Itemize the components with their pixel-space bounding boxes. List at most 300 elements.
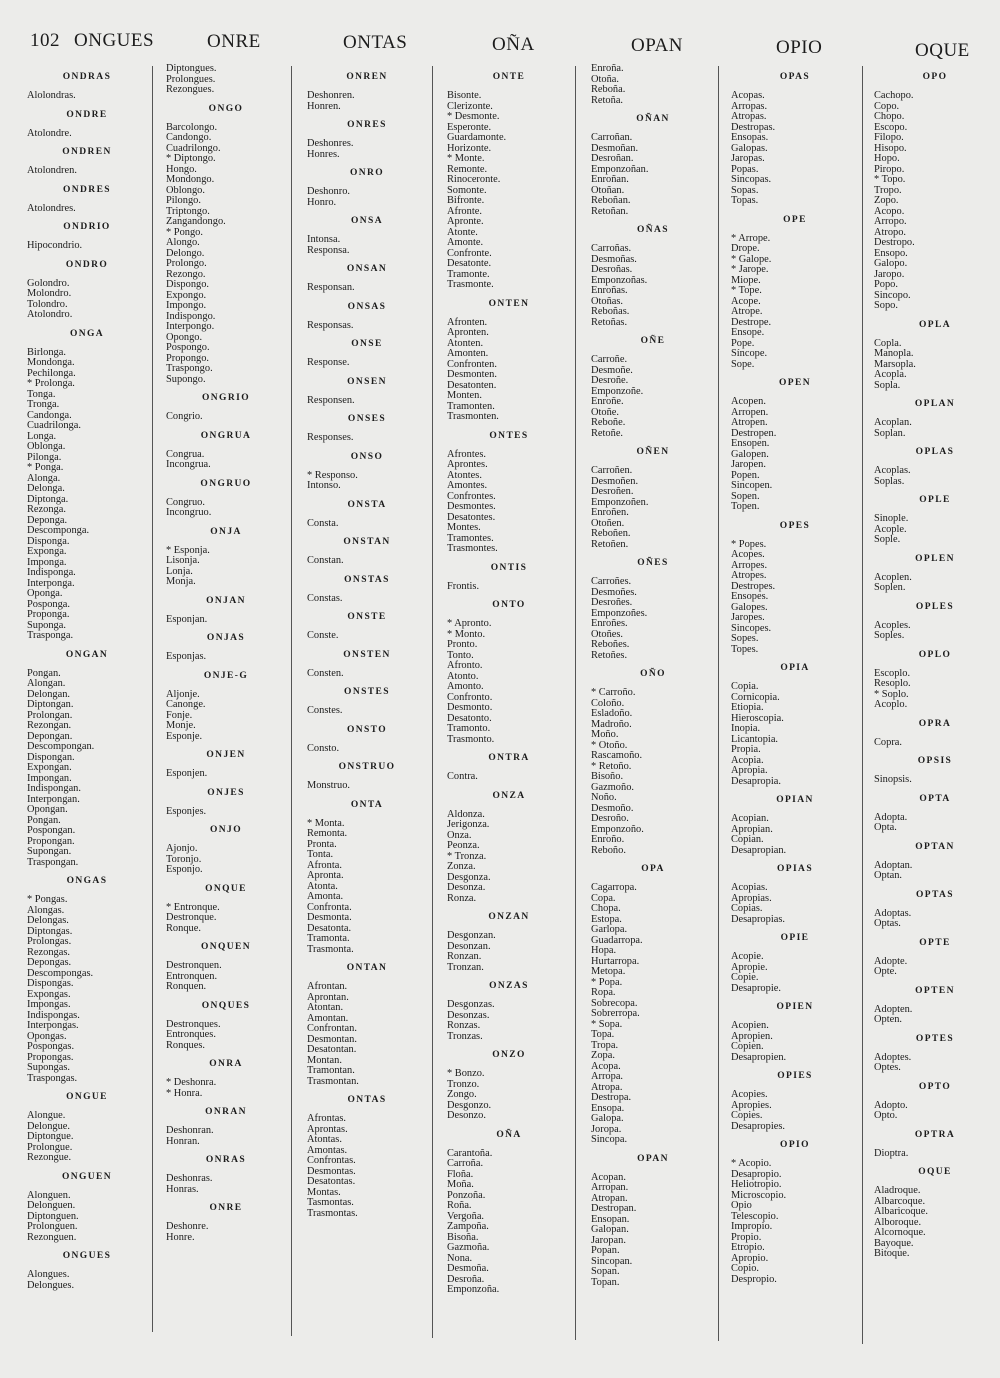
word-entry: Tonto. <box>447 649 474 661</box>
word-entry: Retoñes. <box>591 649 628 661</box>
word-entry: Rezonga. <box>27 504 66 515</box>
word-entry: Soples. <box>874 630 905 641</box>
word-entry: Albaricoque. <box>874 1206 928 1217</box>
word-entry: Honro. <box>307 196 337 208</box>
word-entry: Carroñas. <box>591 243 632 254</box>
word-entry: Moño. <box>591 729 619 740</box>
rhyme-section <box>166 64 286 96</box>
word-entry: Sopes. <box>731 633 759 644</box>
word-entry: Acopian. <box>731 813 769 824</box>
section-heading: OPLA <box>919 319 951 330</box>
word-entry: Soplas. <box>874 475 905 487</box>
word-entry: * Esponja. <box>166 544 210 556</box>
word-entry: Destronque. <box>166 912 217 923</box>
word-entry: Confronta. <box>307 901 352 913</box>
word-entry: Popas. <box>731 163 759 175</box>
word-entry: Arropa. <box>591 1071 624 1082</box>
word-entry: Descompongas. <box>27 967 94 979</box>
word-entry: Deshonro. <box>307 186 350 197</box>
word-entry: Aprontan. <box>307 991 349 1003</box>
word-entry: Microscopio. <box>731 1189 787 1201</box>
word-entry: Acopies. <box>731 1089 768 1100</box>
word-entry: Atropas. <box>731 111 767 122</box>
word-entry: * Popa. <box>591 976 623 988</box>
word-entry: Propongan. <box>27 835 75 847</box>
word-entry: Ensopes. <box>731 591 769 602</box>
word-entry: Desroñas. <box>591 264 633 275</box>
word-entry: Deshonren. <box>307 90 355 101</box>
rhyme-section <box>447 753 571 783</box>
word-entry: Aldonza. <box>447 808 485 820</box>
word-entry: Sincopo. <box>874 289 911 301</box>
word-entry: Copian. <box>731 834 764 845</box>
word-entry: Pospongan. <box>27 825 76 836</box>
word-entry: Alongo. <box>166 237 200 248</box>
section-heading: ONGUES <box>62 1251 112 1261</box>
rhyme-section <box>731 1002 859 1063</box>
word-entry: Telescopio. <box>731 1210 779 1222</box>
word-entry: Montes. <box>447 522 481 533</box>
section-heading: ONTO <box>492 600 526 610</box>
word-entry: Tramontes. <box>447 532 494 544</box>
rhyme-section <box>874 495 996 546</box>
rhyme-section <box>591 114 715 217</box>
section-heading: ONGA <box>69 328 105 339</box>
word-entry: Galopen. <box>731 448 769 460</box>
word-entry: Licantopia. <box>731 733 779 745</box>
word-entry: Arropan. <box>591 1182 629 1193</box>
word-entry: Alcornoque. <box>874 1227 926 1238</box>
rhyme-section <box>731 215 859 371</box>
word-entry: Dispongas. <box>27 978 74 989</box>
word-entry: Aljonje. <box>166 688 200 700</box>
word-entry: Ensopa. <box>591 1102 625 1114</box>
word-entry: Tonga. <box>27 388 56 400</box>
word-entry: Retoñe. <box>591 427 624 439</box>
rhyme-section <box>447 563 571 593</box>
word-entry: Posponga. <box>27 598 71 610</box>
word-entry: Alongas. <box>27 904 65 916</box>
word-entry: Alongan. <box>27 678 66 689</box>
word-entry: Otoñan. <box>591 184 625 196</box>
word-entry: Enroñan. <box>591 174 629 185</box>
word-entry: Ropa. <box>591 987 616 998</box>
word-entry: Alongue. <box>27 1110 66 1121</box>
word-entry: Atropan. <box>591 1192 628 1204</box>
word-entry: Desmoñan. <box>591 142 639 154</box>
word-entry: Pope. <box>731 337 755 349</box>
section-heading: ONDRO <box>65 259 109 270</box>
rhyme-section <box>307 575 427 605</box>
word-entry: Acoplas. <box>874 465 911 476</box>
word-entry: * Deshonra. <box>166 1077 217 1088</box>
word-entry: Otoñes. <box>591 628 624 640</box>
section-heading: OÑAN <box>636 114 670 124</box>
word-entry: Atontes. <box>447 469 482 481</box>
word-entry: * Apronto. <box>447 618 492 629</box>
rhyme-section <box>591 64 715 106</box>
word-entry: Emponzoñes. <box>591 607 648 619</box>
rhyme-section <box>307 650 427 680</box>
running-head-4: OÑA <box>492 34 535 55</box>
word-entry: Ensopan. <box>591 1213 630 1225</box>
word-entry: Traspongo. <box>166 363 213 374</box>
section-heading: OÑE <box>640 336 666 346</box>
section-heading: OPIES <box>777 1071 813 1081</box>
word-entry: Propongas. <box>27 1051 74 1063</box>
word-entry: Optas. <box>874 918 901 929</box>
word-entry: Desapropien. <box>731 1051 787 1063</box>
word-entry: Destropas. <box>731 121 776 133</box>
rhyme-section <box>166 750 286 780</box>
word-entry: Trasmonten. <box>447 411 499 422</box>
word-entry: Topa. <box>591 1029 615 1040</box>
word-entry: Arropo. <box>874 216 907 227</box>
word-entry: Montan. <box>307 1054 342 1066</box>
section-heading: OPTES <box>915 1033 955 1044</box>
word-entry: Atontas. <box>307 1134 342 1145</box>
word-entry: Congrua. <box>166 448 205 460</box>
word-entry: Desatontas. <box>307 1176 356 1187</box>
word-entry: Prolongue. <box>27 1141 73 1153</box>
word-entry: Responsan. <box>307 282 355 293</box>
rhyme-section <box>166 527 286 588</box>
word-entry: Atolondres. <box>27 202 76 214</box>
word-entry: Tronzan. <box>447 961 484 973</box>
word-entry: Candongo. <box>166 132 212 143</box>
word-entry: Hongo. <box>166 163 197 175</box>
word-entry: Monten. <box>447 390 482 401</box>
word-entry: Desmoño. <box>591 802 634 814</box>
word-entry: Oponga. <box>27 588 63 599</box>
section-heading: ONDRES <box>63 184 111 195</box>
word-entry: Afrontas. <box>307 1113 346 1124</box>
word-entry: Tramonten. <box>447 400 495 412</box>
word-entry: Optes. <box>874 1062 901 1073</box>
word-entry: Atropa. <box>591 1081 623 1093</box>
word-entry: Delongues. <box>27 1279 75 1291</box>
word-entry: Descompongan. <box>27 741 95 752</box>
word-entry: Reboñan. <box>591 195 631 206</box>
column-4 <box>447 64 571 1296</box>
word-entry: Esponjas. <box>166 651 207 662</box>
word-entry: Deshonres. <box>307 138 354 149</box>
rhyme-section <box>447 791 571 905</box>
section-heading: ONSES <box>347 414 387 424</box>
word-entry: Desroño. <box>591 813 629 824</box>
word-entry: * Entronque. <box>166 901 220 913</box>
word-entry: Tramonte. <box>447 268 490 280</box>
section-heading: ONGAS <box>66 876 108 886</box>
word-entry: Jaropen. <box>731 459 766 470</box>
word-entry: Deshonre. <box>166 1221 209 1232</box>
section-heading: ONGUEN <box>61 1171 113 1182</box>
word-entry: Cachopo. <box>874 90 914 101</box>
word-entry: Desonzo. <box>447 1110 486 1121</box>
section-heading: ONTAN <box>346 963 388 973</box>
word-entry: Trasmonta. <box>307 943 354 955</box>
section-heading: ONZAS <box>489 981 529 991</box>
word-entry: Rascamoño. <box>591 750 643 761</box>
rhyme-section <box>874 399 996 439</box>
word-entry: * Retoño. <box>591 760 632 772</box>
word-entry: Afrontan. <box>307 981 348 992</box>
word-entry: Hieroscopia. <box>731 712 784 724</box>
section-heading: ONTRA <box>488 753 530 763</box>
rhyme-section <box>307 414 427 444</box>
word-entry: Zonza. <box>447 861 476 872</box>
word-entry: Desapropio. <box>731 1168 782 1180</box>
word-entry: Zangandongo. <box>166 216 226 227</box>
word-entry: Delongas. <box>27 915 69 926</box>
section-heading: ONGRUO <box>200 478 252 489</box>
rhyme-section <box>874 554 996 594</box>
word-entry: Acople. <box>874 523 907 535</box>
word-entry: Acope. <box>731 295 761 307</box>
word-entry: Popan. <box>591 1245 620 1256</box>
word-entry: Optan. <box>874 870 902 881</box>
word-entry: Desroñes. <box>591 597 633 608</box>
word-entry: Desonzan. <box>447 940 491 952</box>
word-entry: Responsas. <box>307 319 354 331</box>
rhyme-section <box>874 938 996 978</box>
column-rule <box>152 66 153 1332</box>
word-entry: Albarcoque. <box>874 1195 926 1207</box>
word-entry: Desgonzan. <box>447 930 496 941</box>
word-entry: Etropio. <box>731 1242 765 1253</box>
section-heading: ONSTRUO <box>338 762 396 772</box>
word-entry: Mondonga. <box>27 357 75 368</box>
word-entry: Confronten. <box>447 358 497 370</box>
word-entry: Honre. <box>166 1231 195 1243</box>
word-entry: Birlonga. <box>27 346 66 358</box>
section-heading: OPIO <box>780 1140 810 1150</box>
word-entry: Deshonras. <box>166 1173 213 1184</box>
word-entry: Trasmontes. <box>447 543 498 554</box>
word-entry: Adopta. <box>874 811 908 823</box>
word-entry: Propio. <box>731 1231 762 1243</box>
word-entry: Sople. <box>874 534 901 545</box>
word-entry: Response. <box>307 357 350 368</box>
word-entry: Descomponga. <box>27 525 90 536</box>
word-entry: Emponzoño. <box>591 823 644 835</box>
word-entry: Desmontan. <box>307 1033 357 1045</box>
word-entry: Lonja. <box>166 565 193 577</box>
word-entry: Opto. <box>874 1110 898 1121</box>
word-entry: Sopan. <box>591 1266 620 1277</box>
section-heading: OPTA <box>919 793 951 804</box>
section-heading: ONDRIO <box>63 222 111 232</box>
word-entry: Adoptas. <box>874 907 912 919</box>
section-heading: ONJAS <box>206 633 246 643</box>
word-entry: Entronquen. <box>166 970 218 982</box>
word-entry: * Tope. <box>731 285 762 296</box>
word-entry: * Otoño. <box>591 739 628 751</box>
rhyme-section <box>166 1001 286 1052</box>
word-entry: Atontan. <box>307 1002 344 1013</box>
word-entry: Supongas. <box>27 1062 71 1073</box>
word-entry: Aprontas. <box>307 1123 348 1135</box>
rhyme-section <box>27 1092 147 1164</box>
word-entry: Amontan. <box>307 1012 349 1024</box>
section-heading: ONSTAN <box>343 537 391 547</box>
rhyme-section <box>731 933 859 994</box>
word-entry: Acopias. <box>731 882 768 893</box>
word-entry: Alolondras. <box>27 90 76 101</box>
section-heading: ONSO <box>350 451 384 462</box>
section-heading: OPSIS <box>917 756 953 766</box>
word-entry: Ensopo. <box>874 247 908 259</box>
word-entry: Desatonte. <box>447 258 492 269</box>
running-head-5: OPAN <box>631 35 683 56</box>
word-entry: Alboroque. <box>874 1216 922 1228</box>
word-entry: Rezongan. <box>27 720 72 731</box>
word-entry: Popen. <box>731 469 760 481</box>
section-heading: ONQUES <box>201 1000 251 1011</box>
word-entry: Nona. <box>447 1252 473 1264</box>
word-entry: Esponjen. <box>166 768 208 779</box>
rhyme-section <box>27 72 147 102</box>
rhyme-section <box>874 1130 996 1160</box>
word-entry: Destropen. <box>731 427 777 439</box>
word-entry: Hisopo. <box>874 142 907 154</box>
word-entry: * Bonzo. <box>447 1068 485 1079</box>
word-entry: Dioptra. <box>874 1147 909 1159</box>
word-entry: Trasmonto. <box>447 733 495 745</box>
word-entry: Amontes. <box>447 480 488 491</box>
word-entry: Desroñen. <box>591 486 634 497</box>
word-entry: Galopas. <box>731 142 768 154</box>
word-entry: Desmonten. <box>447 369 497 380</box>
rhyme-section <box>27 329 147 642</box>
word-entry: Delonga. <box>27 483 65 494</box>
word-entry: Atonta. <box>307 880 338 892</box>
section-heading: ONDRAS <box>62 72 112 82</box>
rhyme-section <box>307 216 427 256</box>
word-entry: Arropes. <box>731 559 768 571</box>
word-entry: Destropo. <box>874 237 915 248</box>
word-entry: Síncope. <box>731 348 768 359</box>
word-entry: Desonzas. <box>447 1009 490 1021</box>
word-entry: Apropien. <box>731 1030 773 1042</box>
word-entry: Reboñas. <box>591 306 630 317</box>
section-heading: OPTRA <box>914 1129 956 1140</box>
word-entry: Delongan. <box>27 688 70 700</box>
word-entry: Constas. <box>307 592 343 604</box>
word-entry: Suponga. <box>27 619 66 631</box>
word-entry: Ronquen. <box>166 981 207 992</box>
word-entry: Honren. <box>307 100 341 112</box>
rhyme-section <box>307 612 427 642</box>
word-entry: Desmonto. <box>447 702 493 713</box>
word-entry: Atolondren. <box>27 165 77 176</box>
section-heading: ONRO <box>349 168 385 178</box>
section-heading: ONJE-G <box>203 670 249 681</box>
word-entry: Guardamonte. <box>447 132 507 143</box>
column-6 <box>731 64 859 1285</box>
word-entry: * Sopa. <box>591 1018 623 1030</box>
word-entry: Congruo. <box>166 496 205 508</box>
word-entry: Onza. <box>447 829 472 841</box>
word-entry: Dispongan. <box>27 751 75 763</box>
section-heading: ONTA <box>350 799 384 810</box>
word-entry: Retoña. <box>591 94 624 106</box>
word-entry: * Monto. <box>447 628 486 640</box>
word-entry: Tolondro. <box>27 298 68 310</box>
word-entry: Barcolongo. <box>166 121 218 133</box>
section-heading: ONJEN <box>206 750 246 760</box>
word-entry: Trasmonte. <box>447 279 494 290</box>
word-entry: Pilongo. <box>166 195 201 206</box>
word-entry: Topas. <box>731 195 759 206</box>
word-entry: * Pongas. <box>27 894 68 905</box>
word-entry: Opten. <box>874 1014 902 1025</box>
word-entry: * Tronza. <box>447 850 487 862</box>
rhyme-section <box>166 104 286 386</box>
rhyme-section <box>307 963 427 1087</box>
word-entry: Afronte. <box>447 205 482 217</box>
word-entry: Etiopia. <box>731 702 764 713</box>
word-entry: Hurtarropa. <box>591 955 640 967</box>
word-entry: Acopla. <box>874 369 907 380</box>
section-heading: ONSTA <box>347 499 387 510</box>
section-heading: OPLE <box>919 495 951 505</box>
section-heading: OPIAS <box>776 864 814 874</box>
word-entry: Adopte. <box>874 955 908 967</box>
section-heading: ONSA <box>351 216 383 226</box>
word-entry: * Pongo. <box>166 226 203 238</box>
section-heading: ONSTO <box>346 724 388 735</box>
word-entry: Copla. <box>874 337 902 349</box>
word-entry: Tonta. <box>307 849 334 860</box>
word-entry: Desapropias. <box>731 913 785 925</box>
section-heading: ONRA <box>209 1059 243 1069</box>
word-entry: Alonga. <box>27 472 61 484</box>
rhyme-section <box>874 719 996 749</box>
word-entry: Tronzo. <box>447 1078 480 1090</box>
section-heading: OPTE <box>919 937 951 948</box>
word-entry: Tropo. <box>874 184 902 196</box>
word-entry: Incongruo. <box>166 507 212 518</box>
word-entry: Delongo. <box>166 247 205 259</box>
column-rule <box>291 66 292 1336</box>
word-entry: Jaropan. <box>591 1234 626 1246</box>
column-rule <box>862 66 863 1344</box>
word-entry: Pongan. <box>27 814 61 826</box>
rhyme-section <box>447 600 571 745</box>
rhyme-section <box>307 1095 427 1219</box>
word-entry: Mondongo. <box>166 174 215 185</box>
word-entry: Monje. <box>166 720 196 731</box>
word-entry: Desatonta. <box>307 922 352 934</box>
rhyme-section <box>166 671 286 743</box>
word-entry: Honras. <box>166 1183 199 1195</box>
word-entry: Topen. <box>731 501 760 512</box>
word-entry: * Acopio. <box>731 1158 772 1169</box>
word-entry: Copa. <box>591 892 616 904</box>
word-entry: Otoñas. <box>591 295 624 307</box>
word-entry: Copo. <box>874 100 900 112</box>
word-entry: Apropies. <box>731 1099 772 1111</box>
rhyme-section <box>874 1167 996 1260</box>
word-entry: Indispongo. <box>166 310 216 322</box>
section-heading: OÑO <box>640 669 666 679</box>
word-entry: Desroñan. <box>591 153 634 164</box>
rhyme-section <box>731 378 859 513</box>
rhyme-section <box>447 912 571 973</box>
word-entry: Diptonga. <box>27 493 69 505</box>
word-entry: Rezongues. <box>166 84 215 95</box>
